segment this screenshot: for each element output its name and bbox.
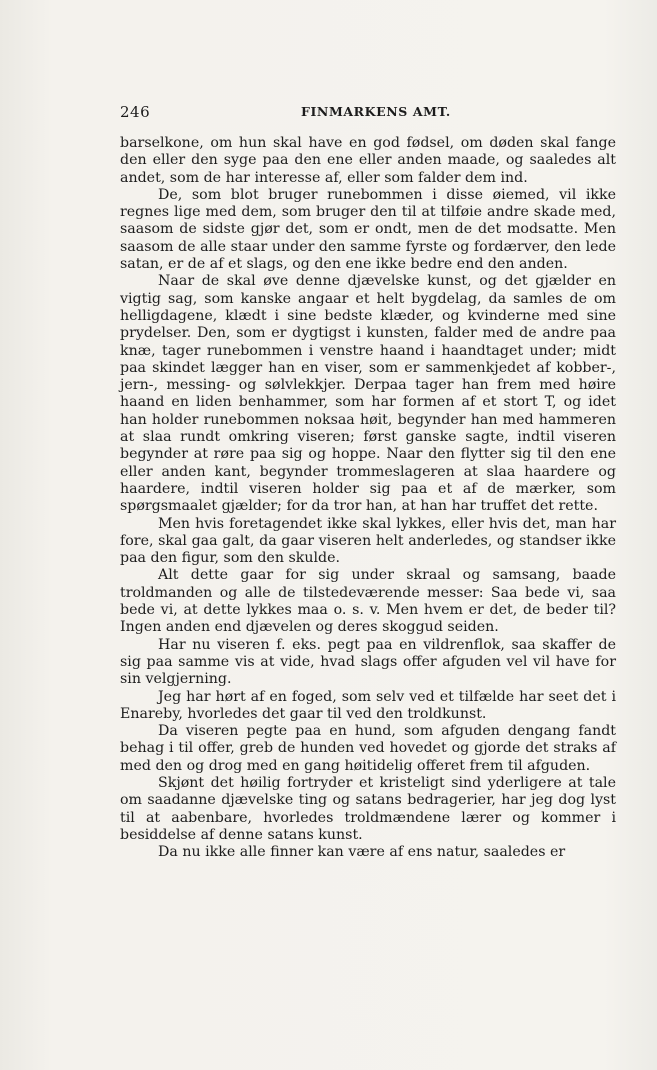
paragraph: Da viseren pegte paa en hund, som afguden dengang fandt behag i til offer, greb de hunden ved hovedet og gjorde det straks af med den og drog med en gang høitidelig offeret frem til afguden. bbox=[120, 723, 616, 774]
running-head: FINMARKENS AMT. bbox=[301, 104, 451, 119]
paragraph: barselkone, om hun skal have en god fødsel, om døden skal fange den eller den syge paa den ene eller anden maade, og saaledes alt andet, som de har interesse af, eller som falder dem ind. bbox=[120, 135, 616, 186]
paragraph: Har nu viseren f. eks. pegt paa en vildrenflok, saa skaffer de sig paa samme vis at vide, hvad slags offer afguden vel vil have for sin velgjerning. bbox=[120, 636, 616, 688]
paragraph: Jeg har hørt af en foged, som selv ved et tilfælde har seet det i Enareby, hvorledes det gaar til ved den troldkunst. bbox=[120, 688, 616, 722]
body-text bbox=[120, 135, 616, 861]
paragraph: Alt dette gaar for sig under skraal og samsang, baade troldmanden og alle de tilstedeværende messer: Saa bede vi, saa bede vi, at dette lykkes maa o. s. v. Men hvem er det, de beder til? Ingen anden end djævelen og deres skoggud seiden. bbox=[120, 567, 616, 636]
page-header bbox=[120, 103, 616, 127]
paragraph: Da nu ikke alle finner kan være af ens natur, saaledes er bbox=[158, 844, 566, 861]
paragraph: Men hvis foretagendet ikke skal lykkes, eller hvis det, man har fore, skal gaa galt, da gaar viseren helt anderledes, og standser ikke paa den figur, som den skulde. bbox=[120, 515, 616, 567]
paragraph: Skjønt det høilig fortryder et kristeligt sind yderligere at tale om saadanne djævelske ting og satans bedragerier, har jeg dog lyst til at aabenbare, hvorledes troldmændene lærer og kommer i besiddelse af denne satans kunst. bbox=[120, 774, 616, 843]
page-number: 246 bbox=[120, 103, 151, 121]
paragraph: Naar de skal øve denne djævelske kunst, og det gjælder en vigtig sag, som kanske angaar et helt bygdelag, da samles de om helligdagene, klædt i sine bedste klæder, og kvinderne med sine prydelser. Den, som er dygtigst i kunsten, falder med de andre paa knæ, tager runebommen i venstre haand i haandtaget under; midt paa skindet lægger han en viser, som er sammenkjedet af kobber-, jern-, messing- og sølvlekkjer. Derpaa tager han frem med høire haand en liden benhammer, som har formen af et stort T, og idet han holder runebommen noksaa høit, begynder han med hammeren at slaa rundt omkring viseren; først ganske sagte, indtil viseren begynder at røre paa sig og hoppe. Naar den flytter sig til den ene eller anden kant, begynder trommeslageren at slaa haardere og haardere, indtil viseren holder sig paa et af de mærker, som spørgsmaalet gjælder; for da tror han, at han har truffet det rette. bbox=[120, 273, 616, 515]
paragraph: De, som blot bruger runebommen i disse øiemed, vil ikke regnes lige med dem, som bruger den til at tilføie andre skade med, saasom de sidste gjør det, som er ondt, men de det modsatte. Men saasom de alle staar under den samme fyrste og fordærver, den lede satan, er de af et slags, og den ene ikke bedre end den anden. bbox=[120, 186, 616, 273]
